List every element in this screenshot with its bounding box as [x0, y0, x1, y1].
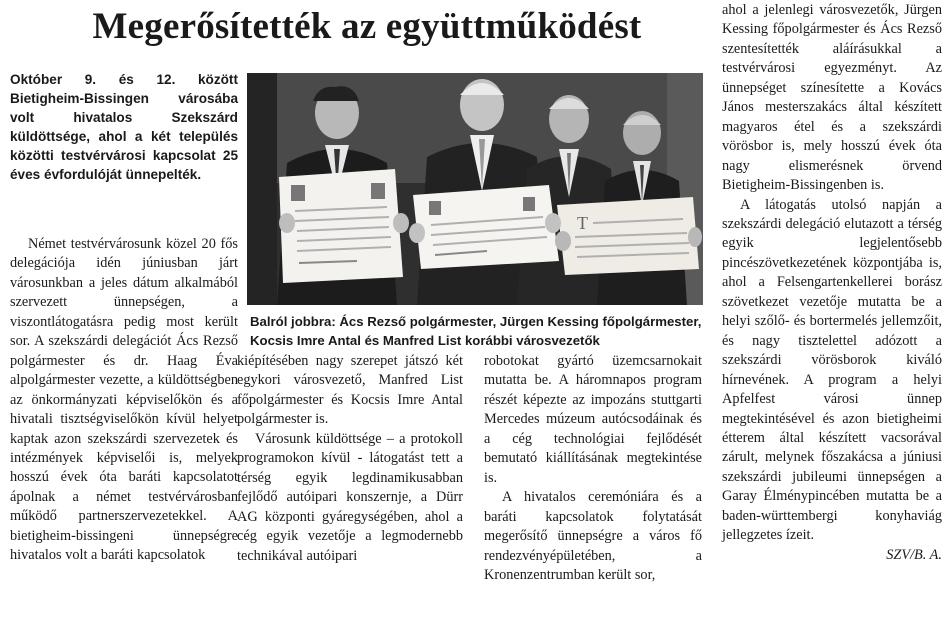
document-3 [557, 197, 699, 275]
document-2 [413, 185, 559, 269]
paragraph: kiépítésében nagy szerepet játszó két egykori városvezető, Manfred List főpolgármester és Kocsis Imre Antal polgármester is. [237, 353, 463, 428]
photo-caption: Balról jobbra: Ács Rezső polgármester, Jürgen Kessing főpolgármester, Kocsis Imre Antal és Manfred List korábbi városvezetők [250, 314, 702, 348]
paragraph: ahol a jelenlegi városvezetők, Jürgen Kessing főpolgármester és Ács Rezső szentesítették aláírásukkal a testvérvárosi egyezményt. Az ünnepséget színesítette a Kovács János mesterszakács által készített magyaros étel és a szekszárdi vörösbor is, mely hosszú évek óta nagy elismerésnek örvend Bietigheim-Bissingenben is. [722, 2, 942, 194]
body-column-2 [237, 352, 463, 566]
lead-paragraph: Október 9. és 12. között Bietigheim-Bissingen városába volt hivatalos Szekszárd küldöttsége, ahol a két település közötti testvérvárosi kapcsolat 25 éves évfordulóját ünnepelték. [10, 72, 238, 182]
document-1 [279, 169, 403, 283]
body-column-4 [722, 1, 942, 565]
photo-illustration [247, 73, 703, 305]
body-column-1 [10, 235, 238, 566]
author-signature: SZV/B. A. [886, 546, 942, 563]
headline: Megerősítették az együttműködést [92, 6, 642, 47]
paragraph: robotokat gyártó üzemcsarnokait mutatta be. A háromnapos program részét képezte az impozáns stuttgarti Mercedes múzeum autócsodáinak és a cég technológiai fejlődését bemutató kiállításának megtekintése is. [484, 353, 702, 486]
svg-text:T: T [577, 213, 588, 233]
paragraph: A látogatás utolsó napján a szekszárdi delegáció elutazott a térség egyik legjelentősebb pincészövetkezetének központjába is, ahol a Felsengartenkellerei borász szövetkezet vezetője mutatta be a helyi szőlő- és bortermelés jellemzőit, és nagy tisztelettel adózott a szekszárdi vörösborok kiváló hírnevének. A program a helyi Apfelfest városi ünnep megtekintésével és azon bietigheimi étterem által készített vacsorával zárult, melynek főszakácsa a júniusi szekszárdi jubileumi ünnepségen a Garay Élménypincében mutatta be a baden-württembergi konyhaviág jellegzetes ízeit. [722, 196, 942, 544]
group-photo [247, 73, 703, 305]
body-column-3 [484, 352, 702, 585]
paragraph: Német testvérvárosunk közel 20 fős delegációja idén júniusban járt városunkban a jeles dátum alkalmából szervezett ünnepségen, a viszontlátogatásra pedig most került sor. A szekszárdi delegációt Ács Rezső polgármester és dr. Haag Éva alpolgármester vezette, a küldöttségben az önkormányzati képviselőkön és a hivatali tisztségviselőkön kívül helyet kaptak azon szekszárdi szervezetek és intézmények képviselői is, melyek hosszú évek óta baráti kapcsolatot ápolnak a német testvérvárosban működő partnerszervezetekkel. A bietigheim-bissingeni ünnepségre hivatalos volt a baráti kapcsolatok [10, 236, 238, 564]
paragraph: A hivatalos ceremóniára és a baráti kapcsolatok folytatását megerősítő ünnepségre a város fő rendezvényépületében, a Kronenzentrumban került sor, [484, 489, 702, 583]
paragraph: Városunk küldöttsége – a protokoll programokon kívül - látogatást tett a térség egyik legdinamikusabban fejlődő autóipari konszernje, a Dürr AG központi gyáregységében, ahol a cég egyik vezetője a legmodernebb technikával autóipari [237, 430, 463, 564]
